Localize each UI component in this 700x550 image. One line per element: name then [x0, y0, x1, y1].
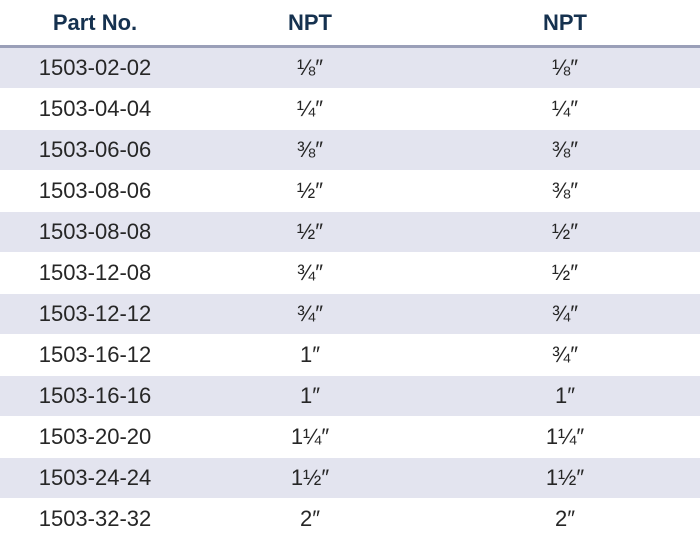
cell-part-no: 1503-32-32 [38, 506, 152, 531]
cell-part-no: 1503-04-04 [38, 96, 152, 121]
cell-part-no: 1503-16-12 [38, 342, 152, 367]
header-part-no: Part No. [52, 9, 138, 35]
cell-npt-1: ¾″ [296, 301, 324, 326]
cell-npt-2: 1¼″ [545, 424, 585, 449]
cell-npt-2: 1½″ [545, 465, 585, 490]
cell-part-no: 1503-12-08 [38, 260, 152, 285]
table-header [0, 0, 700, 48]
cell-npt-2: 1″ [554, 383, 576, 408]
table-row [0, 458, 700, 499]
cell-npt-2: ¾″ [551, 342, 579, 367]
cell-part-no: 1503-08-08 [38, 219, 152, 244]
cell-npt-1: ½″ [296, 178, 324, 203]
cell-part-no: 1503-16-16 [38, 383, 152, 408]
cell-part-no: 1503-20-20 [38, 424, 152, 449]
table-row [0, 212, 700, 253]
table-row [0, 253, 700, 294]
table-row [0, 376, 700, 417]
cell-part-no: 1503-06-06 [38, 137, 152, 162]
cell-npt-2: ¾″ [551, 301, 579, 326]
cell-npt-1: ½″ [296, 219, 324, 244]
table-row [0, 48, 700, 89]
cell-npt-1: 1½″ [290, 465, 330, 490]
cell-part-no: 1503-12-12 [38, 301, 152, 326]
cell-part-no: 1503-24-24 [38, 465, 152, 490]
cell-npt-1: ¼″ [296, 96, 324, 121]
cell-npt-2: ½″ [551, 260, 579, 285]
table-row [0, 130, 700, 171]
cell-part-no: 1503-02-02 [38, 55, 152, 80]
cell-npt-2: ⅜″ [551, 137, 579, 162]
table-row [0, 499, 700, 540]
table-body [0, 48, 700, 540]
cell-npt-2: ⅜″ [551, 178, 579, 203]
cell-npt-1: 2″ [299, 506, 321, 531]
cell-npt-1: 1″ [299, 383, 321, 408]
cell-npt-2: ½″ [551, 219, 579, 244]
cell-npt-1: ⅛″ [296, 55, 324, 80]
table-row [0, 335, 700, 376]
cell-npt-1: 1¼″ [290, 424, 330, 449]
cell-part-no: 1503-08-06 [38, 178, 152, 203]
table-row [0, 89, 700, 130]
table-row [0, 294, 700, 335]
cell-npt-1: 1″ [299, 342, 321, 367]
cell-npt-1: ¾″ [296, 260, 324, 285]
cell-npt-1: ⅜″ [296, 137, 324, 162]
table-row [0, 417, 700, 458]
cell-npt-2: ¼″ [551, 96, 579, 121]
cell-npt-2: 2″ [554, 506, 576, 531]
table-row [0, 171, 700, 212]
header-npt-2: NPT [543, 9, 587, 35]
cell-npt-2: ⅛″ [551, 55, 579, 80]
header-npt-1: NPT [288, 9, 332, 35]
